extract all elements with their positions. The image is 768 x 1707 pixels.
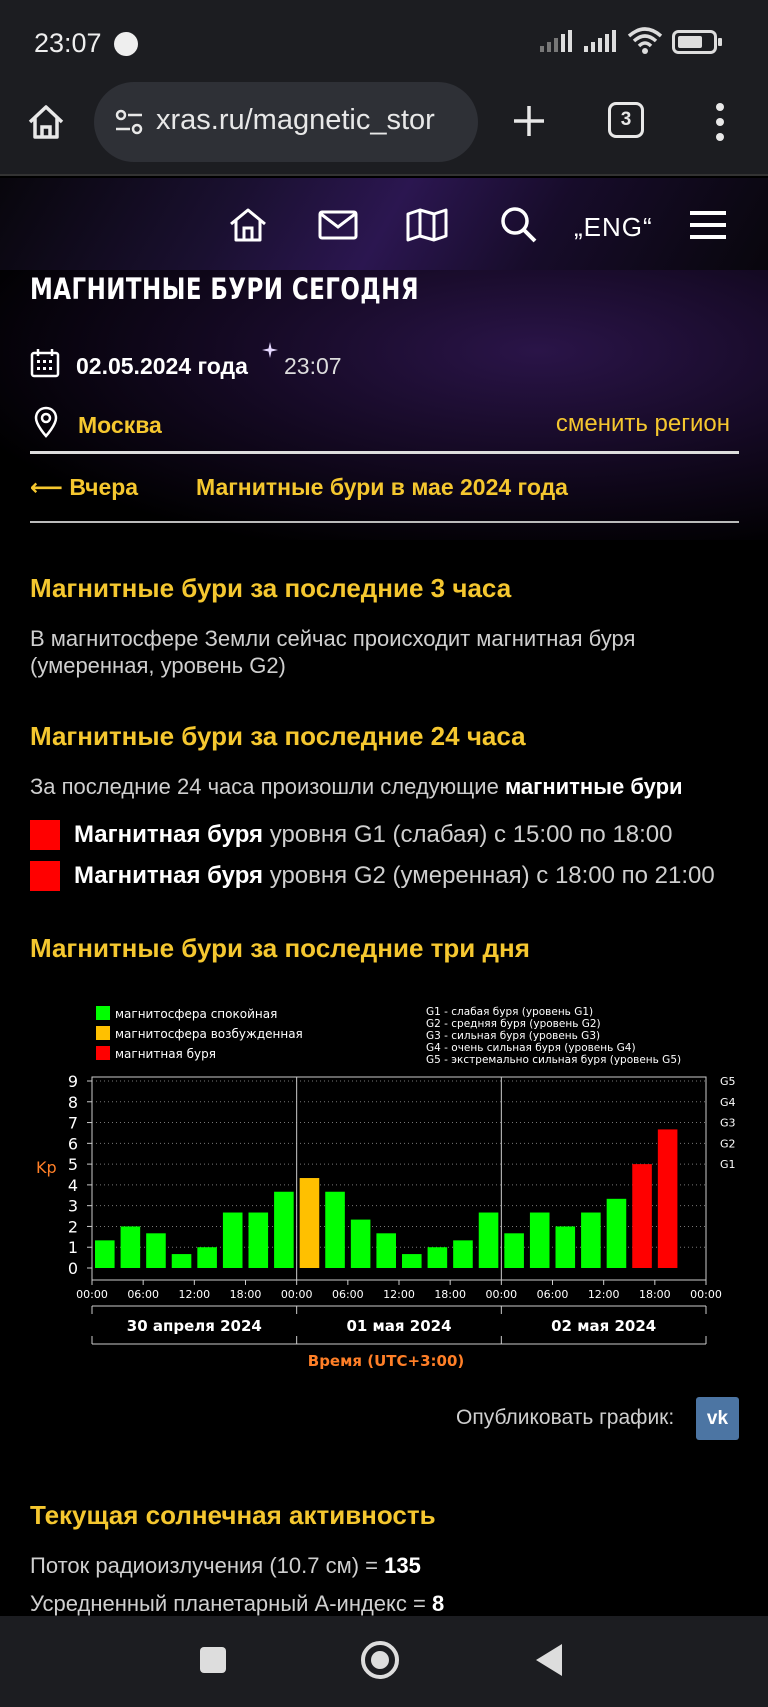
kp-bar <box>95 1240 115 1268</box>
y-tick-label: 6 <box>67 1134 78 1154</box>
storm-list-item <box>30 820 673 850</box>
battery-icon <box>672 30 724 54</box>
legend-swatch <box>96 1026 110 1040</box>
change-region-link[interactable]: сменить регион <box>555 410 730 437</box>
language-toggle[interactable]: „ENG“ <box>574 212 653 242</box>
location-pin-icon <box>34 406 58 438</box>
hamburger-menu-icon[interactable] <box>690 210 726 240</box>
g-tick-label: G1 <box>720 1158 736 1172</box>
storm-label: Магнитная буря <box>74 862 264 889</box>
g-legend-item: G5 - экстремально сильная буря (уровень G5) <box>426 1054 682 1066</box>
kp-bar <box>556 1226 576 1268</box>
x-tick-label: 00:00 <box>280 1288 313 1301</box>
kp-bar <box>197 1247 217 1268</box>
system-navigation-bar <box>0 1616 768 1707</box>
section-title-24h: Магнитные бури за последние 24 часа <box>30 721 526 751</box>
kp-bar <box>376 1233 396 1268</box>
browser-home-icon[interactable] <box>26 102 66 142</box>
kp-bar <box>223 1213 243 1268</box>
g-tick-label: G4 <box>720 1095 736 1109</box>
kp-bar <box>351 1220 371 1268</box>
g-legend-item: G2 - средняя буря (уровень G2) <box>426 1018 601 1030</box>
section-intro-24h <box>30 773 730 800</box>
current-date: 02.05.2024 года <box>76 353 248 379</box>
current-time: 23:07 <box>284 353 342 379</box>
site-home-icon[interactable] <box>228 206 268 244</box>
tab-switcher-button[interactable]: 3 <box>608 102 644 138</box>
section-title-solar: Текущая солнечная активность <box>30 1500 436 1530</box>
chart-g-legend <box>426 1006 681 1066</box>
kp-bar <box>530 1213 550 1268</box>
storm-color-marker <box>30 820 60 850</box>
day-label: 02 мая 2024 <box>551 1317 657 1335</box>
x-tick-label: 18:00 <box>434 1288 467 1301</box>
mail-icon[interactable] <box>318 210 358 240</box>
storm-description: уровня G2 (умеренная) с 18:00 по 21:00 <box>269 862 715 889</box>
g-legend-item: G3 - сильная буря (уровень G3) <box>426 1030 601 1042</box>
wifi-icon <box>627 26 663 56</box>
x-tick-label: 00:00 <box>76 1288 108 1301</box>
status-bar <box>0 0 768 80</box>
kp-bar <box>249 1213 269 1268</box>
day-label: 30 апреля 2024 <box>126 1317 262 1335</box>
kp-bar <box>121 1226 141 1268</box>
kp-bar <box>300 1178 320 1268</box>
kp-bar <box>607 1199 627 1268</box>
x-tick-label: 12:00 <box>383 1288 415 1301</box>
kp-bar <box>428 1247 448 1268</box>
section-title-3d: Магнитные бури за последние три дня <box>30 933 530 963</box>
x-tick-label: 00:00 <box>690 1288 722 1301</box>
a-index-line <box>30 1591 444 1617</box>
y-tick-label: 4 <box>67 1175 78 1195</box>
kp-index-chart <box>0 995 768 1375</box>
x-tick-label: 18:00 <box>229 1288 262 1301</box>
y-tick-label: 1 <box>67 1238 78 1258</box>
home-button[interactable] <box>360 1640 400 1680</box>
day-labels <box>92 1306 706 1344</box>
radio-flux-line <box>30 1553 421 1579</box>
kp-bar <box>453 1240 473 1268</box>
radio-flux-value: 135 <box>384 1553 421 1578</box>
kp-bar <box>504 1233 524 1268</box>
divider <box>30 451 739 454</box>
sparkle-icon <box>262 342 278 358</box>
kp-bar <box>402 1254 422 1268</box>
y-tick-label: 5 <box>67 1155 78 1175</box>
kp-bar <box>658 1129 678 1268</box>
y-tick-label: 2 <box>67 1217 78 1237</box>
legend-label: магнитосфера возбужденная <box>115 1027 303 1041</box>
browser-menu-icon[interactable] <box>712 102 728 142</box>
x-axis-label: Время (UTC+3:00) <box>307 1352 465 1370</box>
y-tick-label: 8 <box>67 1092 78 1112</box>
signal-icon-2 <box>584 30 616 52</box>
x-axis-ticks <box>76 1280 722 1301</box>
g-tick-label: G3 <box>720 1116 736 1130</box>
g-axis-ticks <box>720 1075 736 1171</box>
a-index-label: Усредненный планетарный A-индекс = <box>30 1591 426 1616</box>
month-storms-link[interactable]: Магнитные бури в мае 2024 года <box>196 474 568 500</box>
storm-list-item <box>30 861 715 891</box>
url-text[interactable]: xras.ru/magnetic_stor <box>156 104 435 136</box>
kp-bar <box>146 1233 166 1268</box>
address-bar[interactable] <box>94 82 478 162</box>
x-tick-label: 06:00 <box>127 1288 160 1301</box>
storm-label: Магнитная буря <box>74 821 264 848</box>
day-label: 01 мая 2024 <box>346 1317 452 1335</box>
x-tick-label: 06:00 <box>536 1288 569 1301</box>
site-header <box>0 178 768 278</box>
g-legend-item: G1 - слабая буря (уровень G1) <box>426 1006 594 1018</box>
browser-toolbar <box>0 80 768 176</box>
a-index-value: 8 <box>432 1591 445 1616</box>
site-settings-icon[interactable] <box>114 108 144 136</box>
kp-bar <box>172 1254 192 1268</box>
page-title: МАГНИТНЫЕ БУРИ СЕГОДНЯ <box>30 272 419 306</box>
y-axis-label: Kp <box>36 1158 57 1177</box>
signal-icon <box>540 30 572 52</box>
x-tick-label: 12:00 <box>587 1288 620 1301</box>
kp-bar <box>325 1192 345 1268</box>
x-tick-label: 00:00 <box>485 1288 518 1301</box>
kp-bar <box>581 1213 601 1268</box>
back-button[interactable] <box>534 1642 564 1678</box>
notification-dot-icon <box>114 32 138 56</box>
intro-text: За последние 24 часа произошли следующие <box>30 774 499 799</box>
city-name: Москва <box>78 412 162 438</box>
legend-swatch <box>96 1046 110 1060</box>
x-tick-label: 12:00 <box>178 1288 211 1301</box>
y-axis-ticks <box>68 1072 92 1278</box>
x-tick-label: 18:00 <box>638 1288 671 1301</box>
chart-bars <box>95 1129 677 1268</box>
publish-chart-label: Опубликовать график: <box>456 1406 675 1429</box>
radio-flux-label: Поток радиоизлучения (10.7 см) = <box>30 1553 378 1578</box>
vk-share-button[interactable]: vk <box>696 1397 739 1440</box>
storm-description: уровня G1 (слабая) с 15:00 по 18:00 <box>269 821 673 848</box>
g-tick-label: G5 <box>720 1075 736 1088</box>
status-time: 23:07 <box>34 28 102 58</box>
g-legend-item: G4 - очень сильная буря (уровень G4) <box>426 1042 636 1054</box>
divider <box>30 521 739 523</box>
y-tick-label: 3 <box>67 1196 78 1216</box>
recents-button[interactable] <box>200 1647 226 1673</box>
legend-label: магнитосфера спокойная <box>115 1007 278 1021</box>
y-tick-label: 7 <box>67 1113 78 1133</box>
calendar-icon <box>30 348 60 378</box>
chart-legend <box>96 1006 303 1061</box>
storm-color-marker <box>30 861 60 891</box>
legend-swatch <box>96 1006 110 1020</box>
section-title-3h: Магнитные бури за последние 3 часа <box>30 573 512 603</box>
search-icon[interactable] <box>500 206 538 244</box>
kp-bar <box>632 1164 652 1268</box>
y-tick-label: 9 <box>67 1072 78 1091</box>
kp-bar <box>479 1213 499 1268</box>
g-tick-label: G2 <box>720 1137 736 1151</box>
new-tab-icon[interactable] <box>512 104 546 138</box>
map-icon[interactable] <box>406 208 448 242</box>
x-tick-label: 06:00 <box>331 1288 364 1301</box>
intro-bold-text: магнитные бури <box>504 774 683 799</box>
legend-label: магнитная буря <box>115 1047 216 1061</box>
section-text-3h: В магнитосфере Земли сейчас происходит магнитная буря (умеренная, уровень G2) <box>30 626 636 678</box>
kp-bar <box>274 1192 294 1268</box>
y-tick-label: 0 <box>67 1259 78 1278</box>
yesterday-link[interactable]: ⟵ Вчера <box>30 474 139 500</box>
